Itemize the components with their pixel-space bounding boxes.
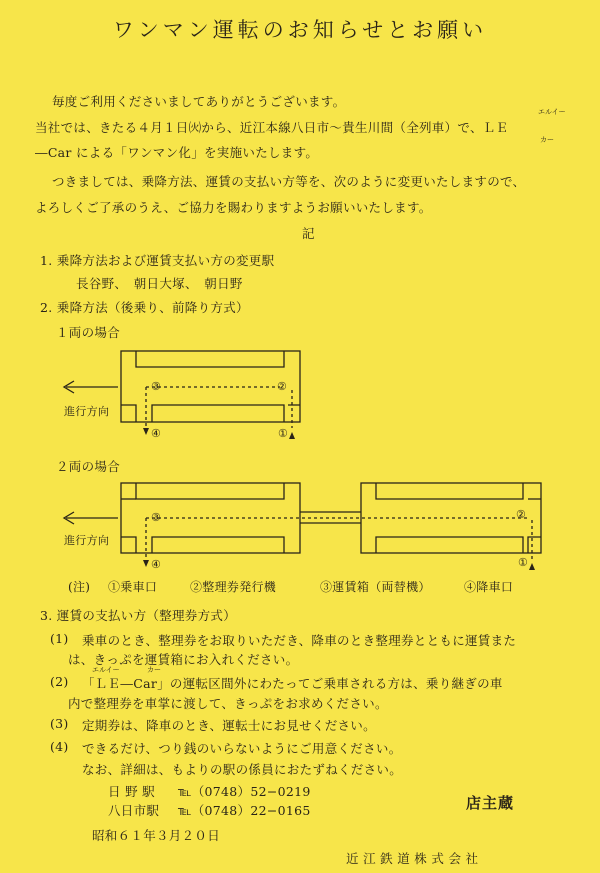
exit-arrow-single xyxy=(143,428,149,435)
item-2-num: (2) xyxy=(50,674,69,689)
door-front-car1 xyxy=(528,537,541,553)
marker-2-single: ② xyxy=(277,380,288,393)
item-2-line1: 「ＬＥ―Car」の運転区間外にわたってご乗車される方は、乗り継ぎの車 xyxy=(82,676,503,691)
note-item-4: ④降車口 xyxy=(464,580,514,594)
item-3-num: (3) xyxy=(50,716,69,731)
contact-tel-1: ℡（0748）52−0219 xyxy=(178,784,311,799)
greeting: 毎度ご利用くださいましてありがとうございます。 xyxy=(52,94,346,109)
seat-top-rear xyxy=(136,483,284,499)
item-1-line2: は、きっぷを運賃箱にお入れください。 xyxy=(68,652,299,667)
item-1-num: (1) xyxy=(50,631,69,646)
direction-label-single: 進行方向 xyxy=(64,405,110,418)
car-word: Car xyxy=(47,145,72,160)
two-car-label: ２両の場合 xyxy=(56,459,121,474)
note-item-1: ①乗車口 xyxy=(108,580,158,594)
entry-arrow-single xyxy=(289,432,295,439)
ki-mark: 記 xyxy=(302,226,315,241)
seat-bottom-rear xyxy=(152,537,284,553)
door-rear-car2 xyxy=(121,537,136,553)
section2-heading: 2. 乗降方法（後乗り、前降り方式） xyxy=(40,300,249,315)
item-2-car-ruby: カー xyxy=(147,666,161,674)
section1-heading: 1. 乗降方法および運賃支払い方の変更駅 xyxy=(40,253,275,268)
item-4-line1: できるだけ、つり銭のいらないようにご用意ください。 xyxy=(82,741,402,756)
item-4-num: (4) xyxy=(50,739,69,754)
company-name: 近 江 鉄 道 株 式 会 社 xyxy=(346,851,479,866)
item-2-le-ruby: エルイー xyxy=(92,666,120,674)
exit-arrow-double xyxy=(143,560,149,567)
marker-4-double: ④ xyxy=(151,558,162,571)
intro-dash: ― xyxy=(35,145,48,160)
marker-3-single: ③ xyxy=(151,380,162,393)
note-item-2: ②整理券発行機 xyxy=(190,580,277,594)
le-word: ＬＥ xyxy=(482,120,509,135)
seat-bottom-single xyxy=(152,405,284,422)
note-label: (注) xyxy=(68,580,91,594)
owner-stamp: 店主蔵 xyxy=(466,794,515,812)
marker-1-double: ① xyxy=(518,556,529,569)
item-2-line2: 内で整理券を車掌に渡して、きっぷをお求めください。 xyxy=(68,696,388,711)
door-rear-single xyxy=(121,405,136,422)
direction-label-double: 進行方向 xyxy=(64,534,110,547)
marker-4-single: ④ xyxy=(151,427,162,440)
le-ruby: エルイー xyxy=(538,108,566,116)
section1-stations: 長谷野、 朝日大塚、 朝日野 xyxy=(76,276,243,291)
note-item-3: ③運賃箱（両替機） xyxy=(320,580,431,594)
request-line1: つきましては、乗降方法、運賃の支払い方等を、次のように変更いたしますので、 xyxy=(52,174,526,189)
car-ruby: カー xyxy=(540,136,554,144)
marker-3-double: ③ xyxy=(151,511,162,524)
request-line2: よろしくご了承のうえ、ご協力を賜わりますようお願いいたします。 xyxy=(35,200,432,215)
seat-top-front xyxy=(376,483,523,499)
contact-station-1: 日 野 駅 xyxy=(108,784,155,799)
marker-1-single: ① xyxy=(278,427,289,440)
issue-date: 昭和６１年３月２０日 xyxy=(92,828,221,843)
page-title: ワンマン運転のお知らせとお願い xyxy=(112,18,488,42)
seat-bottom-front xyxy=(376,537,523,553)
item-3-line1: 定期券は、降車のとき、運転士にお見せください。 xyxy=(82,718,376,733)
marker-2-double: ② xyxy=(516,508,527,521)
contact-station-2: 八日市駅 xyxy=(108,803,160,818)
entry-arrow-double xyxy=(529,563,535,570)
seat-top-single xyxy=(136,351,284,367)
one-car-label: １両の場合 xyxy=(56,325,121,340)
intro-line1-text: 当社では、きたる４月１日㈫から、近江本線八日市〜貴生川間（全列車）で、 xyxy=(35,120,483,135)
section3-heading: 3. 運賃の支払い方（整理券方式） xyxy=(40,608,237,623)
closing-note: なお、詳細は、もよりの駅の係員におたずねください。 xyxy=(82,762,403,777)
intro-line2-text: による「ワンマン化」を実施いたします。 xyxy=(71,145,319,160)
item-1-line1: 乗車のとき、整理券をお取りいただき、降車のとき整理券とともに運賃また xyxy=(82,633,517,648)
contact-tel-2: ℡（0748）22−0165 xyxy=(178,803,311,818)
